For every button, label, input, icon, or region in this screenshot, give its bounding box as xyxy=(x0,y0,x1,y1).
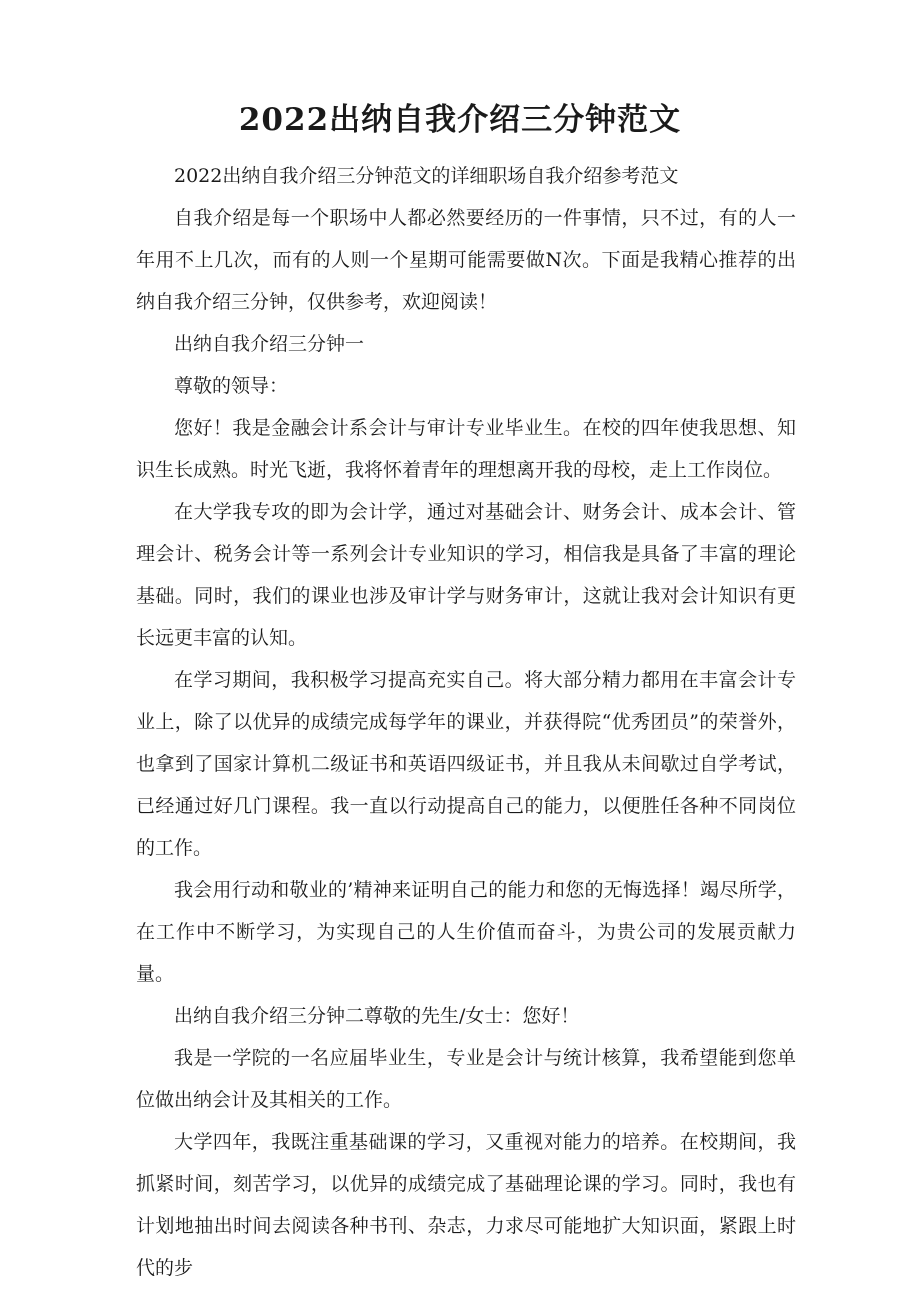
document-title: 2022出纳自我介绍三分钟范文 xyxy=(238,102,682,138)
section-heading-two: 出纳自我介绍三分钟二尊敬的先生/女士：您好！ xyxy=(174,1005,580,1027)
paragraph: 我是一学院的一名应届毕业生，专业是会计与统计核算，我希望能到您单位做出纳会计及其相关的工作。 xyxy=(136,1047,796,1111)
salutation: 尊敬的领导： xyxy=(174,375,289,397)
document-body xyxy=(136,155,796,1289)
paragraph-intro: 自我介绍是每一个职场中人都必然要经历的一件事情，只不过，有的人一年用不上几次，而有的人则一个星期可能需要做N次。下面是我精心推荐的出纳自我介绍三分钟，仅供参考，欢迎阅读！ xyxy=(136,207,796,313)
paragraph: 大学四年，我既注重基础课的学习，又重视对能力的培养。在校期间，我抓紧时间，刻苦学习，以优异的成绩完成了基础理论课的学习。同时，我也有计划地抽出时间去阅读各种书刊、杂志，力求尽可能地扩大知识面，紧跟上时代的步 xyxy=(136,1131,796,1279)
paragraph: 您好！我是金融会计系会计与审计专业毕业生。在校的四年使我思想、知识生长成熟。时光飞逝，我将怀着青年的理想离开我的母校，走上工作岗位。 xyxy=(136,417,796,481)
paragraph-subtitle: 2022出纳自我介绍三分钟范文的详细职场自我介绍参考范文 xyxy=(174,165,679,187)
paragraph: 在学习期间，我积极学习提高充实自己。将大部分精力都用在丰富会计专业上，除了以优异的成绩完成每学年的课业，并获得院“优秀团员”的荣誉外，也拿到了国家计算机二级证书和英语四级证书，并且我从未间歇过自学考试，已经通过好几门课程。我一直以行动提高自己的能力，以便胜任各种不同岗位的工作。 xyxy=(136,669,796,859)
section-heading-one: 出纳自我介绍三分钟一 xyxy=(174,333,365,355)
paragraph: 在大学我专攻的即为会计学，通过对基础会计、财务会计、成本会计、管理会计、税务会计等一系列会计专业知识的学习，相信我是具备了丰富的理论基础。同时，我们的课业也涉及审计学与财务审计，这就让我对会计知识有更长远更丰富的认知。 xyxy=(136,501,796,649)
paragraph: 我会用行动和敬业的’精神来证明自己的能力和您的无悔选择！竭尽所学，在工作中不断学习，为实现自己的人生价值而奋斗，为贵公司的发展贡献力量。 xyxy=(136,879,796,985)
